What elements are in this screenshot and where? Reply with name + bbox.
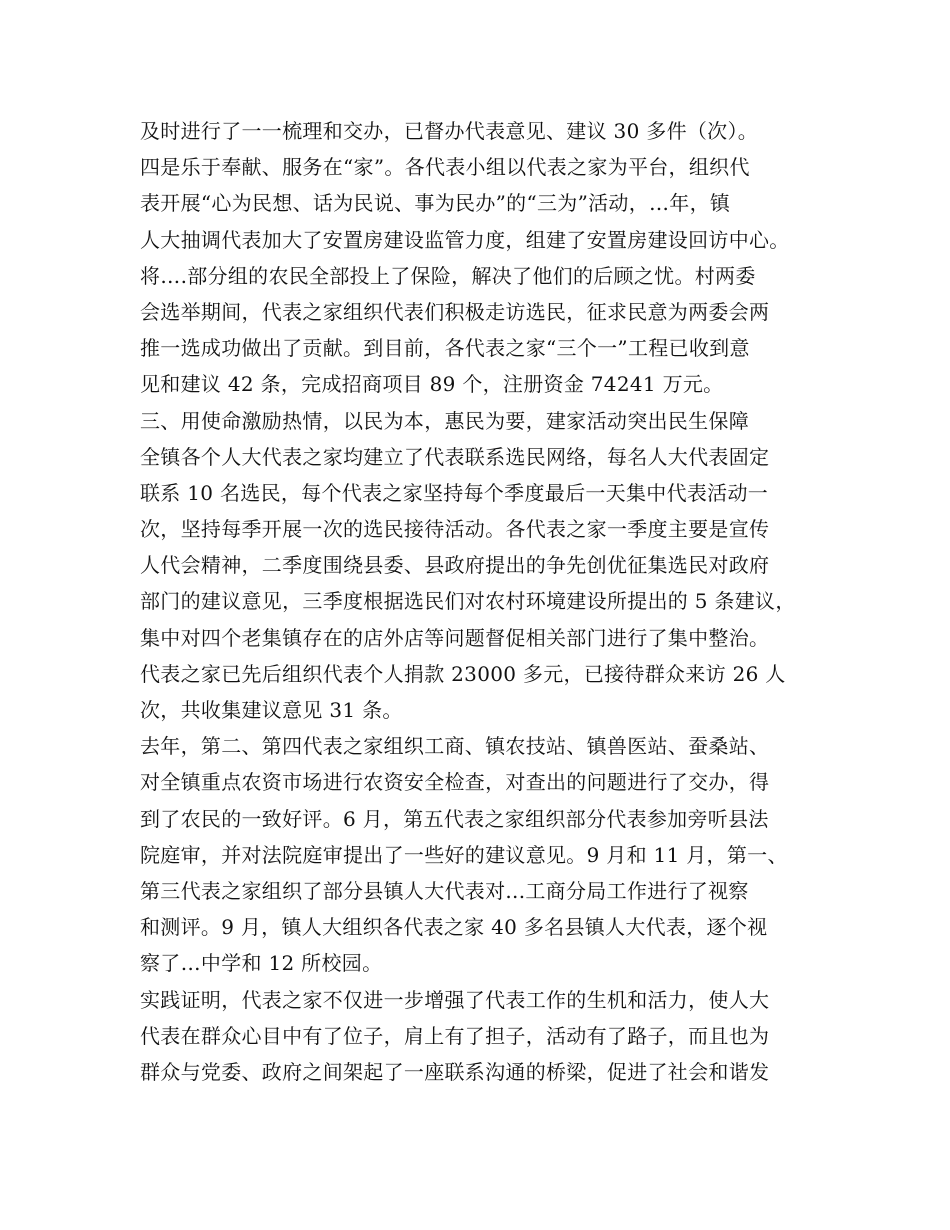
body-text — [140, 113, 840, 1090]
text-line: 到了农民的一致好评。6 月，第五代表之家组织部分代表参加旁听县法 — [140, 806, 769, 831]
text-line: 次，坚持每季开展一次的选民接待活动。各代表之家一季度主要是宣传 — [140, 517, 770, 542]
text-line: 院庭审，并对法院庭审提出了一些好的建议意见。9 月和 11 月，第一、 — [140, 842, 788, 867]
text-line: 代表在群众心目中有了位子，肩上有了担子，活动有了路子，而且也为 — [140, 1023, 770, 1048]
text-line: 全镇各个人大代表之家均建立了代表联系选民网络，每名人大代表固定 — [140, 444, 770, 469]
text-line: 表开展“心为民想、话为民说、事为民办”的“三为”活动，…年，镇 — [140, 191, 731, 216]
text-line: 人代会精神，二季度围绕县委、县政府提出的争先创优征集选民对政府 — [140, 553, 770, 578]
text-line: 和测评。9 月，镇人大组织各代表之家 40 多名县镇人大代表，逐个视 — [140, 915, 768, 940]
text-line: 集中对四个老集镇存在的店外店等问题督促相关部门进行了集中整治。 — [140, 625, 770, 650]
text-line: 见和建议 42 条，完成招商项目 89 个，注册资金 74241 万元。 — [140, 372, 724, 397]
text-line: 推一选成功做出了贡献。到目前，各代表之家“三个一”工程已收到意 — [140, 336, 750, 361]
text-line: 第三代表之家组织了部分县镇人大代表对...工商分局工作进行了视察 — [140, 878, 749, 903]
text-line: 次，共收集建议意见 31 条。 — [140, 698, 403, 722]
text-line: 四是乐于奉献、服务在“家”。各代表小组以代表之家为平台，组织代 — [140, 155, 750, 180]
text-line: 部门的建议意见，三季度根据选民们对农村环境建设所提出的 5 条建议， — [140, 589, 796, 614]
text-line: 将….部分组的农民全部投上了保险，解决了他们的后顾之忧。村两委 — [140, 263, 756, 288]
text-line: 对全镇重点农资市场进行农资安全检查，对查出的问题进行了交办，得 — [140, 770, 770, 795]
text-line: 代表之家已先后组织代表个人捐款 23000 多元，已接待群众来访 26 人 — [140, 661, 786, 686]
text-line: 实践证明，代表之家不仅进一步增强了代表工作的生机和活力，使人大 — [140, 987, 770, 1012]
text-line: 群众与党委、政府之间架起了一座联系沟通的桥梁，促进了社会和谐发 — [140, 1059, 770, 1084]
text-line: 会选举期间，代表之家组织代表们积极走访选民，征求民意为两委会两 — [140, 299, 770, 324]
text-line: 及时进行了一一梳理和交办，已督办代表意见、建议 30 多件（次）。 — [140, 119, 759, 143]
text-line: 人大抽调代表加大了安置房建设监管力度，组建了安置房建设回访中心。 — [140, 227, 790, 252]
section-heading: 三、用使命激励热情，以民为本，惠民为要，建家活动突出民生保障 — [140, 408, 749, 433]
text-line: 察了…中学和 12 所校园。 — [140, 951, 383, 976]
text-line: 去年，第二、第四代表之家组织工商、镇农技站、镇兽医站、蚕桑站、 — [140, 734, 770, 759]
text-line: 联系 10 名选民，每个代表之家坚持每个季度最后一天集中代表活动一 — [140, 480, 769, 505]
